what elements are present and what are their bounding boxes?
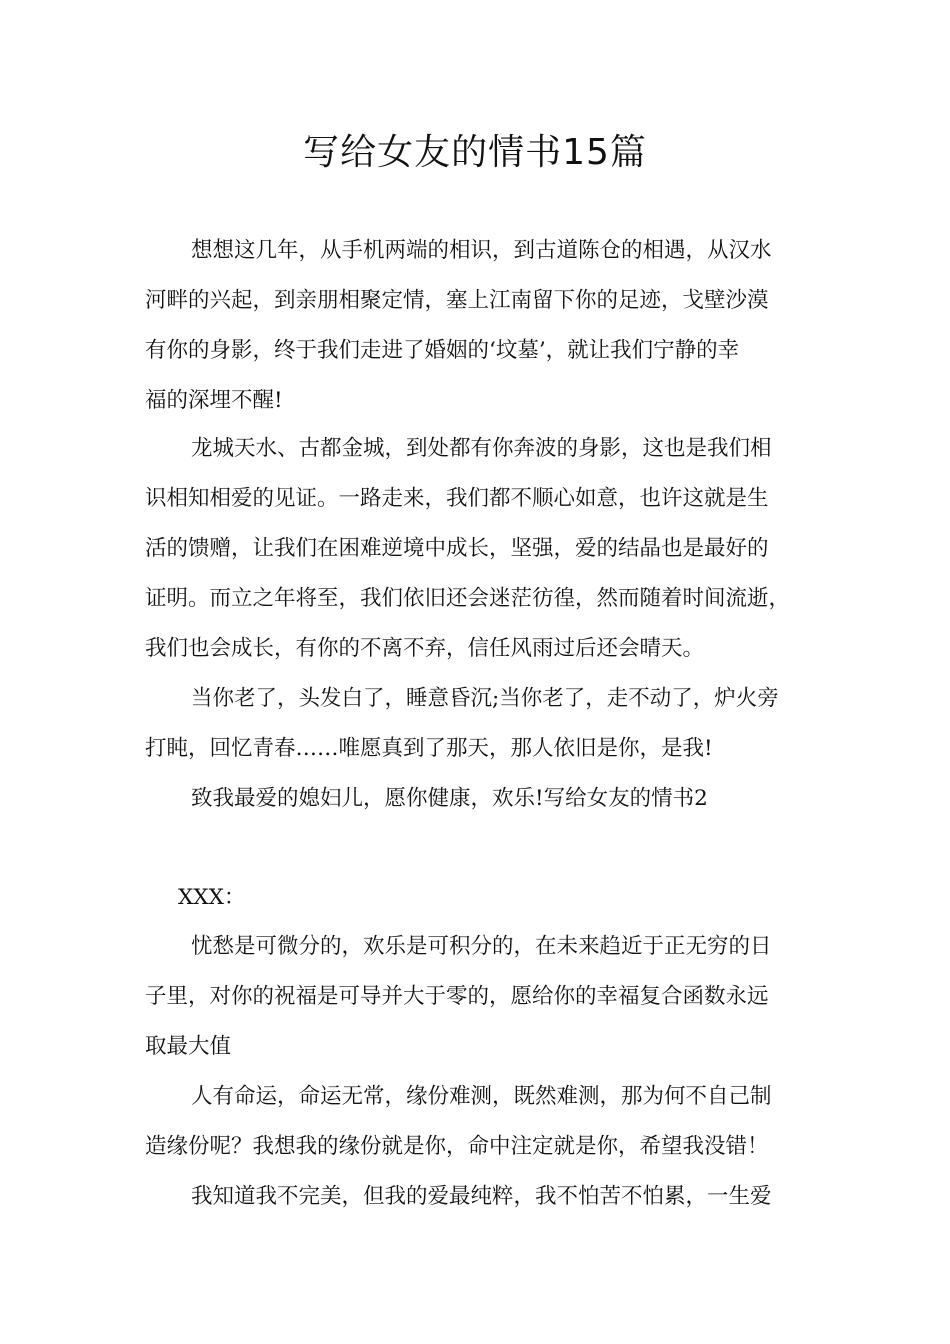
body-line: 有你的身影，终于我们走进了婚姻的‘坟墓’，就让我们宁静的幸: [145, 338, 740, 363]
body-line: 证明。而立之年将至，我们依旧还会迷茫彷徨，然而随着时间流逝，: [145, 586, 791, 611]
body-line: 取最大值: [145, 1034, 232, 1059]
salutation-line: XXX：: [178, 885, 246, 910]
body-line: 造缘份呢？我想我的缘份就是你，命中注定就是你，希望我没错！: [145, 1134, 769, 1159]
body-line: 识相知相爱的见证。一路走来，我们都不顺心如意，也许这就是生: [145, 486, 769, 511]
body-line: 河畔的兴起，到亲朋相聚定情，塞上江南留下你的足迹，戈壁沙漠: [145, 288, 769, 313]
body-line: 当你老了，头发白了，睡意昏沉;当你老了，走不动了，炉火旁: [191, 686, 779, 711]
body-line: 致我最爱的媳妇儿，愿你健康，欢乐!写给女友的情书2: [191, 786, 708, 811]
document-title: 写给女友的情书15篇: [303, 132, 647, 173]
body-line: 人有命运，命运无常，缘份难测，既然难测，那为何不自己制: [191, 1084, 772, 1109]
body-line: 我们也会成长，有你的不离不弃，信任风雨过后还会晴天。: [145, 636, 705, 661]
body-line: 龙城天水、古都金城，到处都有你奔波的身影，这也是我们相: [191, 436, 772, 461]
body-line: 福的深埋不醒!: [145, 388, 283, 413]
body-line: 我知道我不完美，但我的爱最纯粹，我不怕苦不怕累，一生爱: [191, 1184, 772, 1209]
body-line: 忧愁是可微分的，欢乐是可积分的，在未来趋近于正无穷的日: [191, 934, 772, 959]
body-line: 活的馈赠，让我们在困难逆境中成长，坚强，爱的结晶也是最好的: [145, 536, 769, 561]
body-line: 想想这几年，从手机两端的相识，到古道陈仓的相遇，从汉水: [191, 238, 772, 263]
body-line: 子里，对你的祝福是可导并大于零的，愿给你的幸福复合函数永远: [145, 984, 769, 1009]
body-line: 打盹，回忆青春……唯愿真到了那天，那人依旧是你，是我!: [145, 736, 713, 761]
